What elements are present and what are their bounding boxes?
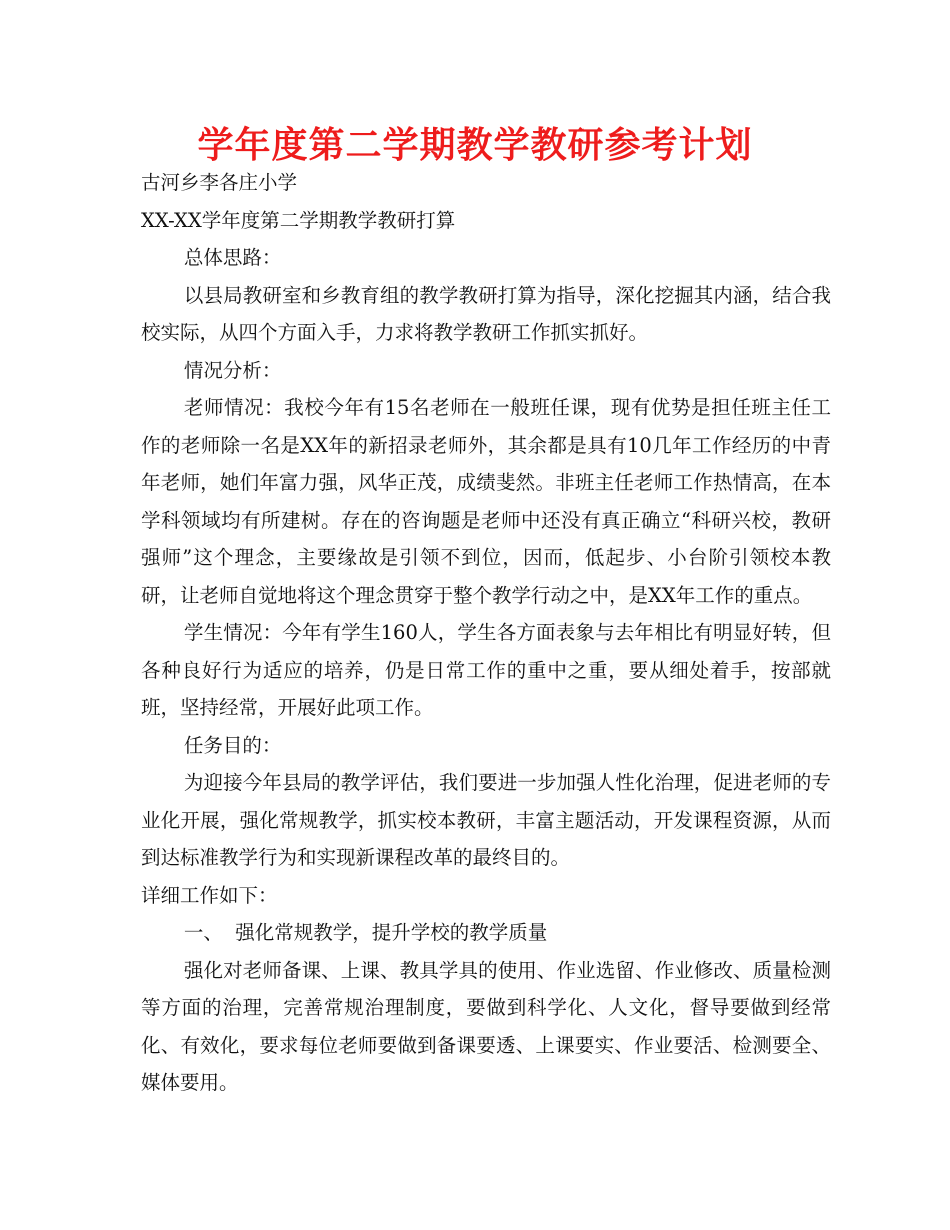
paragraph-routine-teaching: 强化对老师备课、上课、教具学具的使用、作业选留、作业修改、质量检测等方面的治理，完善常规治理制度，要做到科学化、人文化，督导要做到经常化、有效化，要求每位老师要做到备课要透、上课要实、作业要活、检测要全、媒体要用。 — [141, 958, 831, 1094]
paragraph-task-goal: 为迎接今年县局的教学评估，我们要进一步加强人性化治理，促进老师的专业化开展，强化常规教学，抓实校本教研，丰富主题活动，开发课程资源，从而到达标准教学行为和实现新课程改革的最终目的。 — [141, 771, 831, 869]
document-body — [141, 164, 831, 1102]
section-heading-overall-idea: 总体思路： — [183, 246, 282, 269]
paragraph-work-details-intro: 详细工作如下： — [141, 883, 278, 907]
document-title: 学年度第二学期教学教研参考计划 — [197, 125, 753, 166]
paragraph-teacher-situation: 老师情况：我校今年有15名老师在一般班任课，现有优势是担任班主任工作的老师除一名是XX年的新招录老师外，其余都是具有10几年工作经历的中青年老师，她们年富力强，风华正茂，成绩斐然。非班主任老师工作热情高，在本学科领域均有所建树。存在的咨询题是老师中还没有真正确立“科研兴校，教研强师”这个理念，主要缘故是引领不到位，因而，低起步、小台阶引领校本教研，让老师自觉地将这个理念贯穿于整个教学行动之中，是XX年工作的重点。 — [141, 396, 831, 607]
paragraph-student-situation: 学生情况：今年有学生160人，学生各方面表象与去年相比有明显好转，但各种良好行为适应的培养，仍是日常工作的重中之重，要从细处着手，按部就班，坚持经常，开展好此项工作。 — [141, 621, 831, 719]
paragraph-overall-idea: 以县局教研室和乡教育组的教学教研打算为指导，深化挖掘其内涵，结合我校实际，从四个方面入手，力求将教学教研工作抓实抓好。 — [141, 283, 831, 344]
section-heading-task-goal: 任务目的： — [183, 733, 282, 757]
school-name: 古河乡李各庄小学 — [141, 171, 298, 194]
section-heading-one: 一、 强化常规教学，提升学校的教学质量 — [183, 921, 548, 944]
section-heading-situation-analysis: 情况分析： — [183, 358, 282, 382]
plan-subtitle: XX-XX学年度第二学期教学教研打算 — [141, 208, 456, 232]
